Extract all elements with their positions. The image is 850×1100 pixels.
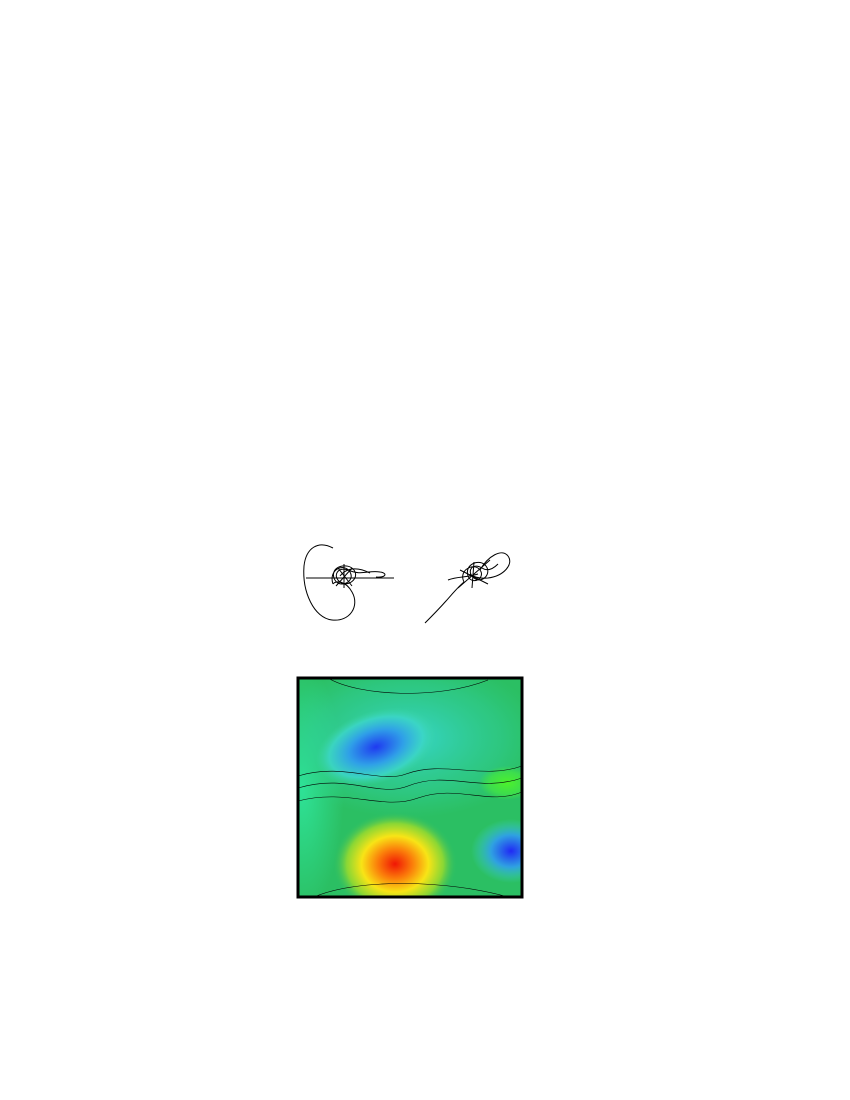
particle-motion-curve-corrected [425, 553, 510, 623]
error-surface-contour-plot [288, 668, 532, 908]
waveform-plot [288, 158, 538, 338]
particle-motion-panels [288, 518, 538, 640]
particle-motion-curve-original [304, 545, 394, 620]
overlay-panels [288, 372, 538, 532]
